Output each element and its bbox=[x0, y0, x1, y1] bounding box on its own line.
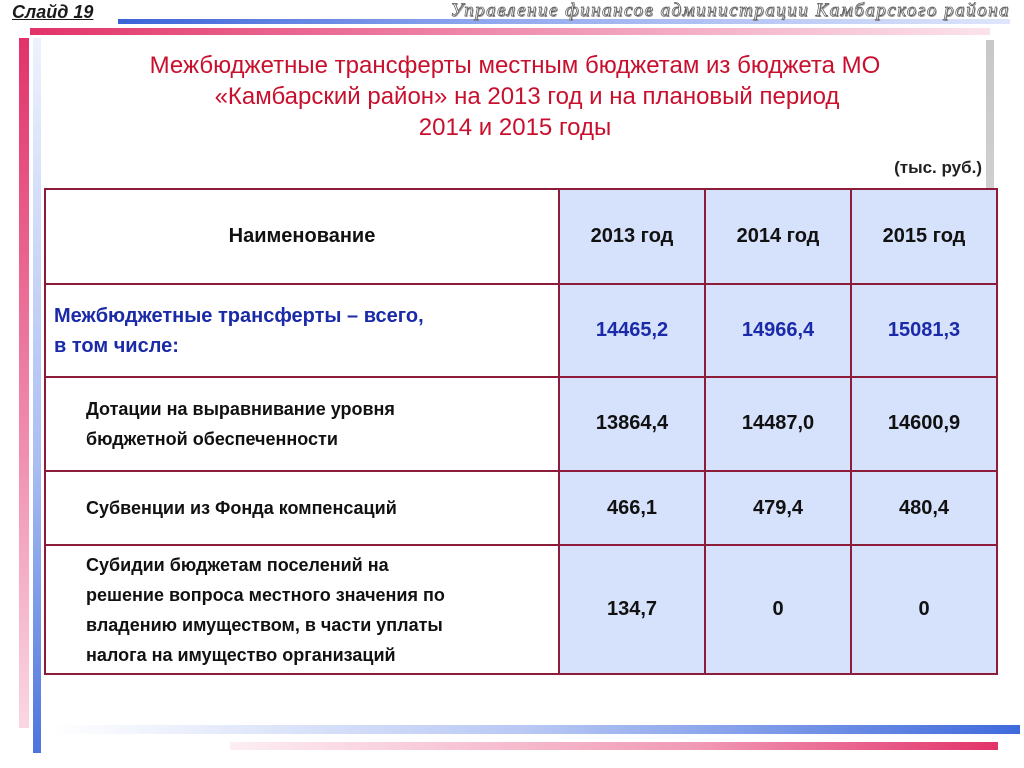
row-name bbox=[45, 377, 559, 471]
row-name-line: бюджетной обеспеченности bbox=[86, 428, 338, 449]
slide-title bbox=[60, 50, 970, 143]
row-name-line: Субидии бюджетам поселений на bbox=[86, 554, 389, 575]
title-line-1: Межбюджетные трансферты местным бюджетам из бюджета МО bbox=[149, 52, 881, 79]
value-2013: 14465,2 bbox=[559, 284, 705, 376]
title-line-2: «Камбарский район» на 2013 год и на плановый период bbox=[214, 83, 840, 110]
organization-name: Управление финансов администрации Камбарского района bbox=[450, 0, 1010, 21]
row-name-line: решение вопроса местного значения по bbox=[86, 584, 445, 605]
value-2015: 15081,3 bbox=[851, 284, 997, 376]
value-2014: 0 bbox=[705, 545, 851, 674]
row-name-line: Дотации на выравнивание уровня bbox=[86, 398, 395, 419]
value-2013: 134,7 bbox=[559, 545, 705, 674]
table-row bbox=[45, 471, 997, 545]
value-2013: 466,1 bbox=[559, 471, 705, 545]
value-2015: 480,4 bbox=[851, 471, 997, 545]
left-accent-bar-blue bbox=[33, 38, 41, 753]
row-name-line: Субвенции из Фонда компенсаций bbox=[86, 498, 397, 519]
bottom-accent-bar-blue bbox=[50, 725, 1020, 734]
left-accent-bar-pink bbox=[19, 38, 29, 728]
value-2014: 14966,4 bbox=[705, 284, 851, 376]
row-name-line: Межбюджетные трансферты – всего, bbox=[54, 304, 424, 327]
row-name-line: налога на имущество организаций bbox=[86, 644, 396, 665]
row-name-line: владению имуществом, в части уплаты bbox=[86, 614, 443, 635]
units-label: (тыс. руб.) bbox=[894, 158, 982, 177]
row-name bbox=[45, 545, 559, 674]
row-name bbox=[45, 471, 559, 545]
table-row bbox=[45, 284, 997, 376]
value-2013: 13864,4 bbox=[559, 377, 705, 471]
header-2015: 2015 год bbox=[851, 189, 997, 284]
table-row bbox=[45, 545, 997, 674]
value-2015: 0 bbox=[851, 545, 997, 674]
table-header-row bbox=[45, 189, 997, 284]
value-2014: 479,4 bbox=[705, 471, 851, 545]
title-line-3: 2014 и 2015 годы bbox=[418, 114, 612, 141]
value-2014: 14487,0 bbox=[705, 377, 851, 471]
row-name-line: в том числе: bbox=[54, 334, 179, 357]
header-name: Наименование bbox=[45, 189, 559, 284]
slide-number: Слайд 19 bbox=[12, 2, 94, 22]
value-2015: 14600,9 bbox=[851, 377, 997, 471]
bottom-accent-bar-pink bbox=[230, 742, 998, 750]
header-2013: 2013 год bbox=[559, 189, 705, 284]
transfers-table bbox=[44, 188, 998, 675]
top-accent-bar bbox=[30, 28, 990, 35]
table-row bbox=[45, 377, 997, 471]
row-name bbox=[45, 284, 559, 376]
header-2014: 2014 год bbox=[705, 189, 851, 284]
